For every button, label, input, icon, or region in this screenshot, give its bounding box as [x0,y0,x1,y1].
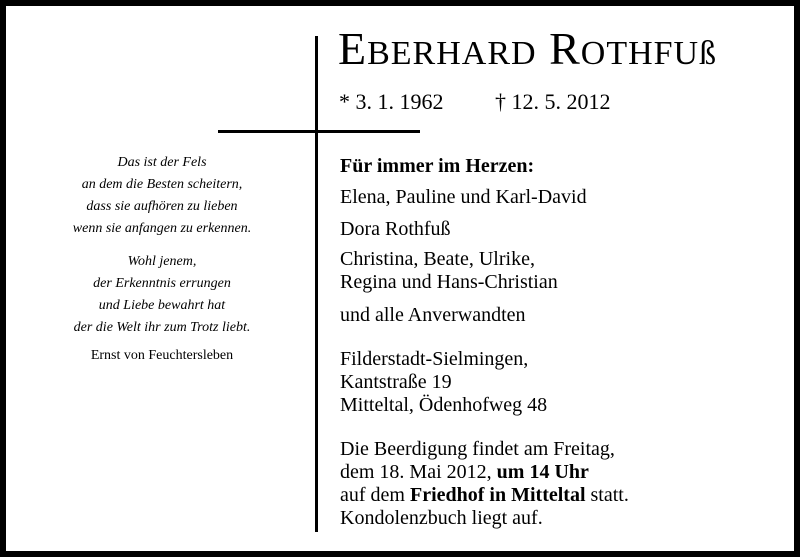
funeral-line: Die Beerdigung findet am Freitag, [340,438,615,460]
funeral-line [340,461,780,484]
poem-line: wenn sie anfangen zu erkennen. [72,221,252,236]
deceased-name [338,23,718,74]
funeral-line [340,484,780,507]
poem-line: und Liebe bewahrt hat [98,298,226,313]
mourners-line: Elena, Pauline und Karl-David [340,186,587,208]
poem-author: Ernst von Feuchtersleben [90,348,234,363]
name-last-initial: R [549,23,581,74]
name-first-initial: E [338,23,368,74]
poem-line: der Erkenntnis errungen [93,276,231,291]
poem-stanza-2 [26,251,298,339]
funeral-post: statt. [590,484,629,506]
funeral-block [340,438,780,530]
poem-line: Wohl jenem, [127,254,197,269]
funeral-date: dem 18. Mai 2012, [340,461,492,483]
funeral-location: Friedhof in Mitteltal [409,484,586,506]
mourners-heading: Für immer im Herzen: [340,155,535,177]
poem-line: der die Welt ihr zum Trotz liebt. [73,320,251,335]
cross-horizontal-bar [218,130,420,133]
address-block [340,348,780,417]
funeral-time: um 14 Uhr [496,461,589,483]
funeral-line: Kondolenzbuch liegt auf. [340,507,543,529]
cross-vertical-bar [315,36,318,532]
life-dates [339,89,611,115]
mourners-line: Dora Rothfuß [340,218,451,240]
death-date: † 12. 5. 2012 [495,89,611,114]
poem-line: Das ist der Fels [117,155,207,170]
address-line: Kantstraße 19 [340,371,452,393]
mourners-block [340,248,780,294]
poem-line: an dem die Besten scheitern, [81,177,243,192]
funeral-pre: auf dem [340,484,405,506]
mourners-line: Regina und Hans-Christian [340,271,558,293]
poem-stanza-1 [26,152,298,240]
name-first-rest: BERHARD [367,35,537,72]
mourners-line: und alle Anverwandten [340,304,526,326]
name-last-rest: OTHFUß [580,35,718,72]
poem-line: dass sie aufhören zu lieben [86,199,238,214]
address-line: Filderstadt-Sielmingen, [340,348,529,370]
mourners-line: Christina, Beate, Ulrike, [340,248,535,270]
birth-date: * 3. 1. 1962 [339,89,444,114]
address-line: Mitteltal, Ödenhofweg 48 [340,394,548,416]
